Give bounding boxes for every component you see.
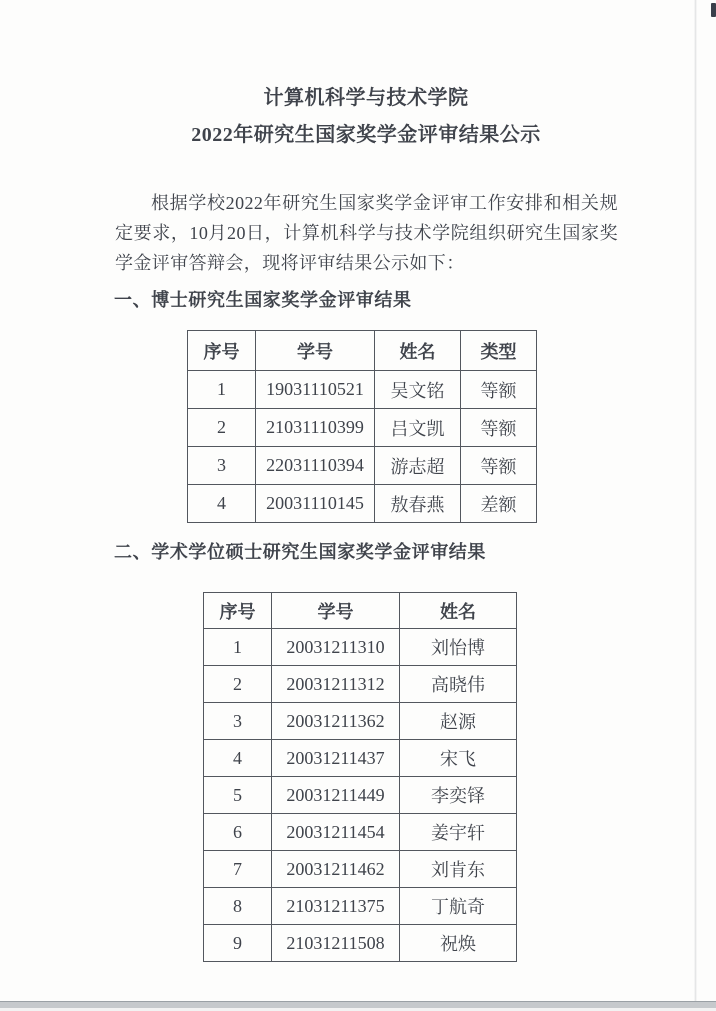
table-cell: 8 [204, 888, 272, 925]
table-row [204, 703, 517, 740]
table-row [188, 447, 537, 485]
table-cell: 1 [204, 629, 272, 666]
table-cell: 高晓伟 [400, 666, 517, 703]
table-cell: 21031211375 [272, 888, 400, 925]
column-header: 姓名 [400, 593, 517, 629]
table-cell: 3 [188, 447, 256, 485]
table-row [204, 814, 517, 851]
table-cell: 20031211312 [272, 666, 400, 703]
table-cell: 等额 [461, 447, 537, 485]
table-cell: 丁航奇 [400, 888, 517, 925]
table-cell: 20031211310 [272, 629, 400, 666]
table-cell: 宋飞 [400, 740, 517, 777]
table-row [188, 371, 537, 409]
table-cell: 7 [204, 851, 272, 888]
table-cell: 1 [188, 371, 256, 409]
table-row [204, 888, 517, 925]
column-header: 类型 [461, 331, 537, 371]
table-cell: 5 [204, 777, 272, 814]
table-cell: 祝焕 [400, 925, 517, 962]
table-row [204, 740, 517, 777]
table-cell: 等额 [461, 371, 537, 409]
table-cell: 刘肯东 [400, 851, 517, 888]
table-row [188, 409, 537, 447]
table-cell: 20031110145 [256, 485, 375, 523]
table-cell: 4 [188, 485, 256, 523]
table-cell: 20031211462 [272, 851, 400, 888]
column-header: 序号 [188, 331, 256, 371]
table-cell: 6 [204, 814, 272, 851]
masters-results-table [203, 592, 517, 962]
table-cell: 赵源 [400, 703, 517, 740]
intro-paragraph: 根据学校2022年研究生国家奖学金评审工作安排和相关规定要求，10月20日，计算机科学与技术学院组织研究生国家奖学金评审答辩会，现将评审结果公示如下： [115, 193, 618, 273]
column-header: 姓名 [375, 331, 461, 371]
table-cell: 22031110394 [256, 447, 375, 485]
section2-heading: 二、学术学位硕士研究生国家奖学金评审结果 [114, 542, 486, 562]
table-row [204, 851, 517, 888]
column-header: 学号 [256, 331, 375, 371]
table-cell: 20031211449 [272, 777, 400, 814]
table-cell: 21031211508 [272, 925, 400, 962]
table-cell: 2 [188, 409, 256, 447]
table-header-row [204, 593, 517, 629]
doctoral-results-table [187, 330, 537, 523]
table-row [204, 777, 517, 814]
column-header: 序号 [204, 593, 272, 629]
table-cell: 姜宇轩 [400, 814, 517, 851]
table-row [204, 629, 517, 666]
table-cell: 21031110399 [256, 409, 375, 447]
table-cell: 吕文凯 [375, 409, 461, 447]
document-title: 计算机科学与技术学院 [263, 87, 469, 109]
table-cell: 20031211454 [272, 814, 400, 851]
table-cell: 差额 [461, 485, 537, 523]
scan-corner-mark [711, 3, 716, 17]
table-row [204, 666, 517, 703]
table-cell: 3 [204, 703, 272, 740]
table-cell: 刘怡博 [400, 629, 517, 666]
table-cell: 9 [204, 925, 272, 962]
column-header: 学号 [272, 593, 400, 629]
table-row [204, 925, 517, 962]
table-row [188, 485, 537, 523]
scan-fold-line [694, 0, 697, 1011]
document-subtitle: 2022年研究生国家奖学金评审结果公示 [191, 124, 541, 146]
table-cell: 吴文铭 [375, 371, 461, 409]
table-cell: 4 [204, 740, 272, 777]
table-cell: 敖春燕 [375, 485, 461, 523]
table-cell: 游志超 [375, 447, 461, 485]
table-cell: 2 [204, 666, 272, 703]
table-cell: 李奕铎 [400, 777, 517, 814]
table-cell: 20031211437 [272, 740, 400, 777]
table-cell: 等额 [461, 409, 537, 447]
page-bottom-edge-shadow [0, 1001, 716, 1008]
section1-heading: 一、博士研究生国家奖学金评审结果 [114, 290, 412, 310]
table-header-row [188, 331, 537, 371]
table-cell: 19031110521 [256, 371, 375, 409]
table-cell: 20031211362 [272, 703, 400, 740]
